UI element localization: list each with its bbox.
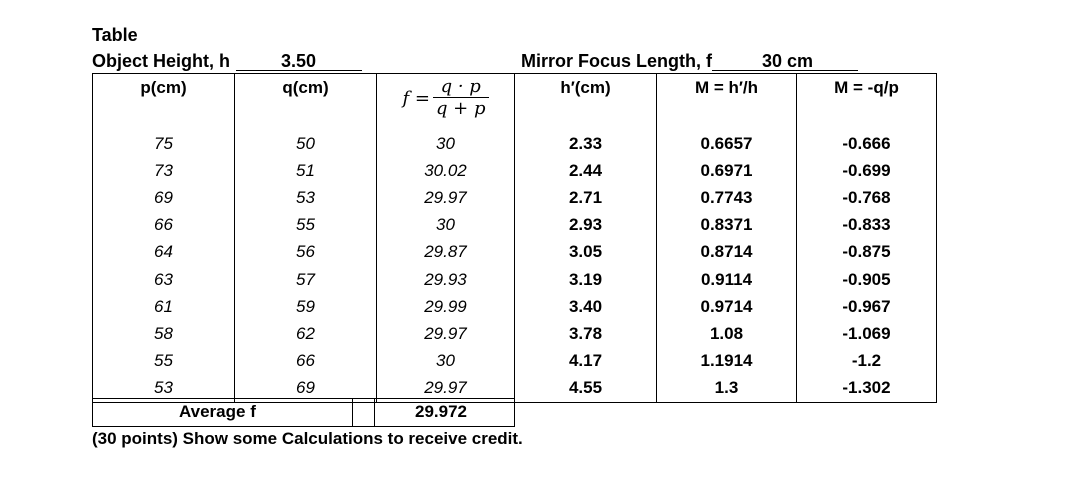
cell-m1: 1.08	[657, 320, 797, 347]
average-value: 29.972	[415, 402, 467, 421]
cell-m1: 0.9114	[657, 266, 797, 293]
cell-q: 55	[235, 212, 377, 239]
cell-q: 66	[235, 348, 377, 375]
cell-q: 69	[235, 375, 377, 403]
average-divider-right	[374, 399, 375, 426]
average-divider-left	[352, 399, 353, 426]
col-header-m1: M = h′/h	[657, 74, 797, 131]
cell-m1: 0.6971	[657, 157, 797, 184]
cell-p: 58	[93, 320, 235, 347]
table-row	[93, 266, 937, 293]
cell-f: 30.02	[377, 157, 515, 184]
cell-q: 62	[235, 320, 377, 347]
cell-f: 29.87	[377, 239, 515, 266]
table-row	[93, 348, 937, 375]
cell-m2: -1.2	[797, 348, 937, 375]
average-label: Average f	[179, 402, 256, 421]
focus-length-value: 30 cm	[762, 51, 814, 71]
formula-numerator: q · p	[433, 76, 489, 98]
cell-f: 30	[377, 348, 515, 375]
cell-p: 55	[93, 348, 235, 375]
cell-q: 50	[235, 130, 377, 157]
cell-m1: 1.1914	[657, 348, 797, 375]
header-row	[93, 74, 937, 131]
object-height-label: Object Height, h	[92, 51, 231, 71]
cell-m2: -0.967	[797, 293, 937, 320]
cell-p: 61	[93, 293, 235, 320]
col-header-p: p(cm)	[93, 74, 235, 131]
cell-f: 30	[377, 212, 515, 239]
cell-m1: 1.3	[657, 375, 797, 403]
cell-p: 64	[93, 239, 235, 266]
cell-f: 29.97	[377, 320, 515, 347]
cell-h: 2.44	[515, 157, 657, 184]
cell-h: 3.78	[515, 320, 657, 347]
table-row	[93, 184, 937, 211]
focal-length-formula	[402, 76, 488, 119]
col-header-h: h′(cm)	[515, 74, 657, 131]
cell-h: 2.71	[515, 184, 657, 211]
col-header-q: q(cm)	[235, 74, 377, 131]
table-row	[93, 157, 937, 184]
col-header-f	[377, 74, 515, 131]
cell-m1: 0.8371	[657, 212, 797, 239]
cell-m2: -1.069	[797, 320, 937, 347]
cell-m2: -0.905	[797, 266, 937, 293]
cell-p: 63	[93, 266, 235, 293]
cell-f: 29.99	[377, 293, 515, 320]
cell-p: 69	[93, 184, 235, 211]
table-row	[93, 320, 937, 347]
cell-h: 4.55	[515, 375, 657, 403]
cell-m2: -0.875	[797, 239, 937, 266]
table-row	[93, 130, 937, 157]
cell-h: 2.93	[515, 212, 657, 239]
cell-m2: -0.768	[797, 184, 937, 211]
cell-p: 66	[93, 212, 235, 239]
cell-p: 53	[93, 375, 235, 403]
cell-q: 57	[235, 266, 377, 293]
footer-note: (30 points) Show some Calculations to receive credit.	[92, 429, 523, 448]
table-row	[93, 239, 937, 266]
cell-h: 3.40	[515, 293, 657, 320]
cell-q: 59	[235, 293, 377, 320]
page-title: Table	[92, 25, 138, 45]
cell-m2: -0.833	[797, 212, 937, 239]
cell-h: 2.33	[515, 130, 657, 157]
formula-denominator: q + p	[435, 98, 486, 119]
cell-m1: 0.7743	[657, 184, 797, 211]
cell-m1: 0.9714	[657, 293, 797, 320]
cell-h: 3.05	[515, 239, 657, 266]
cell-m1: 0.6657	[657, 130, 797, 157]
cell-q: 51	[235, 157, 377, 184]
data-table	[92, 73, 937, 403]
col-header-m2: M = -q/p	[797, 74, 937, 131]
object-height-value: 3.50	[281, 51, 317, 71]
table-row	[93, 212, 937, 239]
cell-m2: -0.666	[797, 130, 937, 157]
cell-m2: -0.699	[797, 157, 937, 184]
cell-q: 53	[235, 184, 377, 211]
cell-f: 29.97	[377, 375, 515, 403]
average-box	[92, 398, 515, 427]
cell-h: 3.19	[515, 266, 657, 293]
cell-m1: 0.8714	[657, 239, 797, 266]
cell-p: 73	[93, 157, 235, 184]
cell-q: 56	[235, 239, 377, 266]
cell-f: 29.97	[377, 184, 515, 211]
cell-f: 29.93	[377, 266, 515, 293]
focus-length-label: Mirror Focus Length, f	[521, 51, 712, 71]
formula-lhs: f =	[402, 88, 430, 109]
cell-m2: -1.302	[797, 375, 937, 403]
cell-p: 75	[93, 130, 235, 157]
table-row	[93, 293, 937, 320]
cell-h: 4.17	[515, 348, 657, 375]
cell-f: 30	[377, 130, 515, 157]
